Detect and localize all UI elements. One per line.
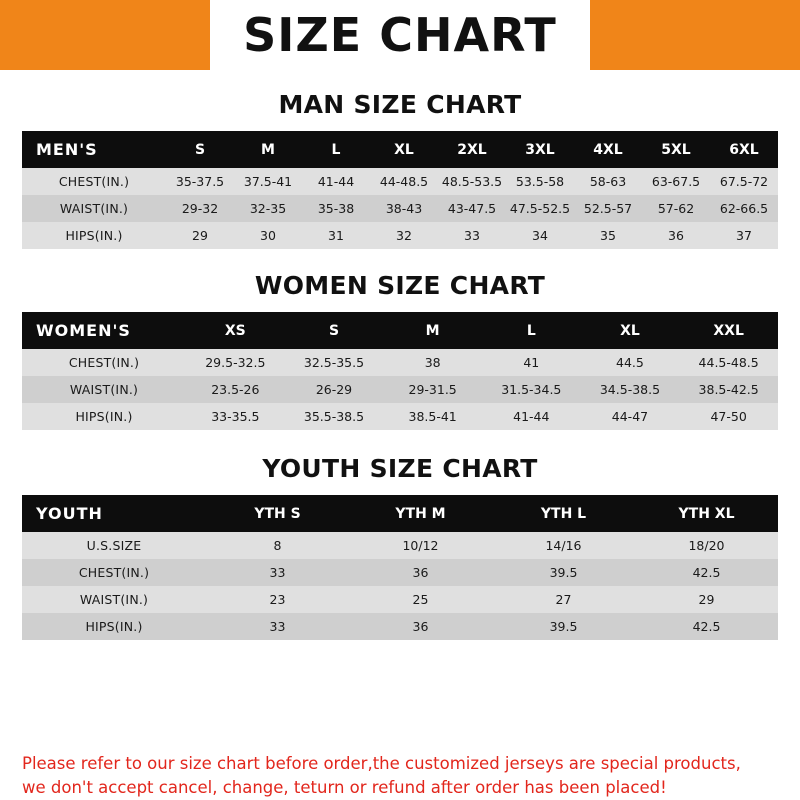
man-waist-5xl: 57-62 — [642, 195, 710, 222]
charts-content — [0, 70, 800, 736]
man-chest-m: 37.5-41 — [234, 168, 302, 195]
footnote-line-1: Please refer to our size chart before order,the customized jerseys are special products, — [22, 754, 741, 774]
table-row — [22, 168, 778, 195]
women-hips-l: 41-44 — [482, 403, 581, 430]
man-waist-4xl: 52.5-57 — [574, 195, 642, 222]
table-row — [22, 195, 778, 222]
man-col-3xl: 3XL — [506, 131, 574, 168]
youth-chest-xl: 42.5 — [635, 559, 778, 586]
man-hips-6xl: 37 — [710, 222, 778, 249]
man-waist-l: 35-38 — [302, 195, 370, 222]
man-chest-label: CHEST(IN.) — [22, 168, 166, 195]
youth-row-label-header: YOUTH — [22, 495, 206, 532]
women-table-head — [22, 312, 778, 349]
man-hips-s: 29 — [166, 222, 234, 249]
man-hips-m: 30 — [234, 222, 302, 249]
youth-chest-label: CHEST(IN.) — [22, 559, 206, 586]
women-row-label-header: WOMEN'S — [22, 312, 186, 349]
man-col-6xl: 6XL — [710, 131, 778, 168]
man-waist-label: WAIST(IN.) — [22, 195, 166, 222]
youth-ussize-s: 8 — [206, 532, 349, 559]
youth-hips-s: 33 — [206, 613, 349, 640]
man-waist-2xl: 43-47.5 — [438, 195, 506, 222]
man-hips-4xl: 35 — [574, 222, 642, 249]
man-hips-3xl: 34 — [506, 222, 574, 249]
footnote-line-2: we don't accept cancel, change, teturn or refund after order has been placed! — [22, 778, 667, 798]
table-row — [22, 376, 778, 403]
man-hips-2xl: 33 — [438, 222, 506, 249]
man-row-label-header: MEN'S — [22, 131, 166, 168]
table-row — [22, 222, 778, 249]
footnote — [22, 752, 778, 800]
youth-ussize-xl: 18/20 — [635, 532, 778, 559]
man-waist-6xl: 62-66.5 — [710, 195, 778, 222]
youth-chest-s: 33 — [206, 559, 349, 586]
man-chest-xl: 44-48.5 — [370, 168, 438, 195]
man-chest-6xl: 67.5-72 — [710, 168, 778, 195]
women-hips-m: 38.5-41 — [383, 403, 482, 430]
women-size-table — [22, 312, 778, 430]
man-section-title: MAN SIZE CHART — [278, 90, 522, 119]
women-col-xl: XL — [581, 312, 680, 349]
youth-hips-label: HIPS(IN.) — [22, 613, 206, 640]
women-col-m: M — [383, 312, 482, 349]
youth-hips-xl: 42.5 — [635, 613, 778, 640]
women-waist-s: 26-29 — [285, 376, 384, 403]
youth-col-s: YTH S — [206, 495, 349, 532]
man-col-s: S — [166, 131, 234, 168]
women-table-body — [22, 349, 778, 430]
man-col-m: M — [234, 131, 302, 168]
youth-chest-m: 36 — [349, 559, 492, 586]
women-section-title: WOMEN SIZE CHART — [254, 271, 546, 300]
youth-table-head — [22, 495, 778, 532]
man-table-head — [22, 131, 778, 168]
women-chest-m: 38 — [383, 349, 482, 376]
man-col-l: L — [302, 131, 370, 168]
man-col-xl: XL — [370, 131, 438, 168]
man-hips-label: HIPS(IN.) — [22, 222, 166, 249]
youth-waist-xl: 29 — [635, 586, 778, 613]
women-chest-xxl: 44.5-48.5 — [679, 349, 778, 376]
youth-chest-l: 39.5 — [492, 559, 635, 586]
man-col-2xl: 2XL — [438, 131, 506, 168]
table-row — [22, 559, 778, 586]
women-col-l: L — [482, 312, 581, 349]
youth-waist-label: WAIST(IN.) — [22, 586, 206, 613]
women-col-s: S — [285, 312, 384, 349]
banner-right-accent — [590, 0, 800, 70]
man-chest-5xl: 63-67.5 — [642, 168, 710, 195]
table-row — [22, 349, 778, 376]
page-title: SIZE CHART — [243, 8, 557, 62]
women-chest-xs: 29.5-32.5 — [186, 349, 285, 376]
header-banner — [0, 0, 800, 70]
man-chest-s: 35-37.5 — [166, 168, 234, 195]
women-waist-xs: 23.5-26 — [186, 376, 285, 403]
table-row — [22, 403, 778, 430]
youth-size-table — [22, 495, 778, 640]
table-row — [22, 532, 778, 559]
youth-waist-m: 25 — [349, 586, 492, 613]
women-chest-label: CHEST(IN.) — [22, 349, 186, 376]
women-waist-l: 31.5-34.5 — [482, 376, 581, 403]
women-chest-s: 32.5-35.5 — [285, 349, 384, 376]
table-header-row — [22, 312, 778, 349]
youth-col-xl: YTH XL — [635, 495, 778, 532]
women-hips-xs: 33-35.5 — [186, 403, 285, 430]
women-waist-xl: 34.5-38.5 — [581, 376, 680, 403]
man-waist-xl: 38-43 — [370, 195, 438, 222]
women-col-xxl: XXL — [679, 312, 778, 349]
table-header-row — [22, 131, 778, 168]
man-col-5xl: 5XL — [642, 131, 710, 168]
women-chest-l: 41 — [482, 349, 581, 376]
man-table-body — [22, 168, 778, 249]
youth-col-l: YTH L — [492, 495, 635, 532]
youth-table-body — [22, 532, 778, 640]
man-col-4xl: 4XL — [574, 131, 642, 168]
women-waist-m: 29-31.5 — [383, 376, 482, 403]
youth-waist-s: 23 — [206, 586, 349, 613]
man-chest-3xl: 53.5-58 — [506, 168, 574, 195]
man-waist-3xl: 47.5-52.5 — [506, 195, 574, 222]
youth-hips-m: 36 — [349, 613, 492, 640]
women-hips-xl: 44-47 — [581, 403, 680, 430]
women-col-xs: XS — [186, 312, 285, 349]
man-chest-l: 41-44 — [302, 168, 370, 195]
man-waist-s: 29-32 — [166, 195, 234, 222]
youth-hips-l: 39.5 — [492, 613, 635, 640]
man-hips-5xl: 36 — [642, 222, 710, 249]
women-hips-xxl: 47-50 — [679, 403, 778, 430]
table-row — [22, 613, 778, 640]
women-waist-xxl: 38.5-42.5 — [679, 376, 778, 403]
man-chest-4xl: 58-63 — [574, 168, 642, 195]
women-hips-s: 35.5-38.5 — [285, 403, 384, 430]
man-chest-2xl: 48.5-53.5 — [438, 168, 506, 195]
banner-left-accent — [0, 0, 210, 70]
youth-waist-l: 27 — [492, 586, 635, 613]
man-size-table — [22, 131, 778, 249]
youth-col-m: YTH M — [349, 495, 492, 532]
women-chest-xl: 44.5 — [581, 349, 680, 376]
table-row — [22, 586, 778, 613]
man-hips-xl: 32 — [370, 222, 438, 249]
youth-ussize-label: U.S.SIZE — [22, 532, 206, 559]
youth-ussize-l: 14/16 — [492, 532, 635, 559]
youth-section-title: YOUTH SIZE CHART — [262, 454, 538, 483]
women-waist-label: WAIST(IN.) — [22, 376, 186, 403]
man-waist-m: 32-35 — [234, 195, 302, 222]
youth-ussize-m: 10/12 — [349, 532, 492, 559]
table-header-row — [22, 495, 778, 532]
women-hips-label: HIPS(IN.) — [22, 403, 186, 430]
man-hips-l: 31 — [302, 222, 370, 249]
